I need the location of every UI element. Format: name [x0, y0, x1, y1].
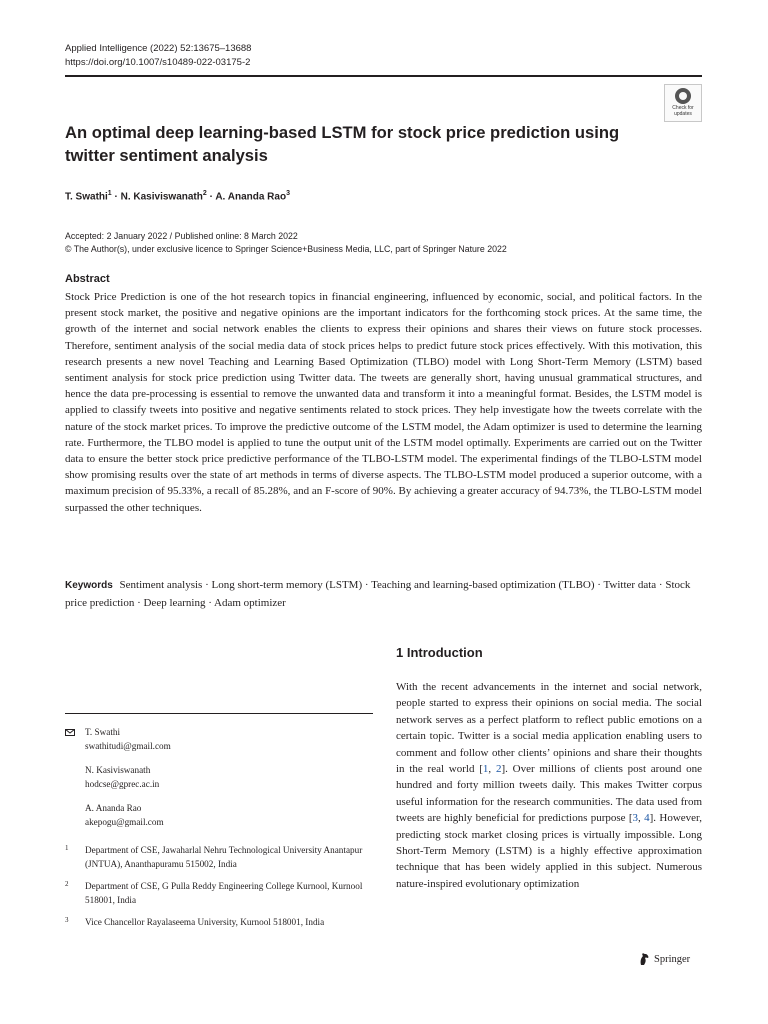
author-list — [65, 190, 290, 202]
keywords-list: Sentiment analysis · Long short-term memory (LSTM) · Teaching and learning-based optimization (TLBO) · Twitter data · Stock price prediction · Deep learning · Adam optimizer — [65, 579, 691, 609]
header-rule — [65, 75, 702, 77]
journal-citation: Applied Intelligence (2022) 52:13675–13688 — [65, 43, 252, 54]
contact-entry — [65, 802, 373, 829]
copyright-text: The Author(s), under exclusive licence to Springer Science+Business Media, LLC, part of Springer Nature 2022 — [73, 244, 507, 254]
contact-entry — [65, 726, 373, 753]
author-contacts — [65, 726, 373, 939]
crossmark-label: Check for updates — [672, 105, 694, 117]
keywords-label: Keywords — [65, 580, 113, 591]
affiliation-text: Vice Chancellor Rayalaseema University, Kurnool 518001, India — [85, 917, 325, 927]
contact-name: N. Kasiviswanath — [85, 765, 151, 775]
date-separator: / — [169, 231, 173, 241]
contact-entry — [65, 764, 373, 791]
section-heading: 1 Introduction — [396, 645, 483, 660]
paper-title: An optimal deep learning-based LSTM for stock price prediction using twitter sentiment analysis — [65, 123, 620, 165]
affiliation-text: Department of CSE, G Pulla Reddy Engineering College Kurnool, Kurnool 518001, India — [85, 881, 363, 905]
introduction-text: With the recent advancements in the internet and social network, people started to express their opinions on social media. The social network serves as a perfect platform to reflect public emotions on a certain topic. Twitter is a social media application enabling users to comment and follow other clients’ opinions and share their thoughts in the real world [1, 2]. Over millions of clients post around one hundred and forty million tweets daily. This makes Twitter corpus useful information for the research communities. The data used from tweets are highly beneficial for predictions purpose [3, 4]. However, predicting stock market closing prices is virtually impossible. Long Short-Term Memory (LSTM) is a highly effective approximation technique that has been widely applied in this subject. Numerous nature-inspired evolutionary optimization — [396, 681, 702, 890]
publisher-logo — [638, 952, 690, 966]
envelope-icon — [65, 729, 75, 736]
abstract-text: Stock Price Prediction is one of the hot research topics in financial engineering, influenced by economic, social, and political factors. In the present stock market, the positive and negative opinions are the important indicators for the forthcoming stock prices. At the same time, the growth of the internet and social network enables the clients to express their opinions and shares their views on future stock processes. Therefore, sentiment analysis of the social media data of stock prices helps to predict future stock prices effectively. With this motivation, this research presents a new novel Teaching and Learning Based Optimization (TLBO) model with Long Short-Term Memory (LSTM) based sentiment analysis for stock price prediction using Twitter data. The tweets are generally short, having unusual grammatical structures, and hence the data pre-processing is essential to remove the unwanted data and transform it into a meaningful format. Besides, the LSTM model is applied to classify tweets into positive and negative sentiments related to stock prices. They help investigate how the tweets correlate with the nature of the stock market prices. To improve the predictive outcome of the LSTM model, the Adam optimizer is used to determine the learning rate. Furthermore, the TLBO model is applied to tune the output unit of the LSTM model optimally. Experiments are carried out on the Twitter data to ensure the better stock price predictive performance of the TLBO-LSTM model. The experimental findings of the TLBO-LSTM model show promising results over the state of art methods in terms of diverse aspects. The TLBO-LSTM model produced a superior outcome, with a maximum precision of 95.33%, a recall of 85.28%, and an F-score of 90%. By achieving a greater accuracy of 94.73%, the TLBO-LSTM model surpassed the other techniques. — [65, 291, 702, 514]
publisher-name: Springer — [654, 953, 691, 965]
affiliation-text: Department of CSE, Jawaharlal Nehru Technological University Anantapur (JNTUA), Ananthapuramu 515002, India — [85, 845, 363, 869]
springer-horse-icon — [638, 952, 650, 966]
crossmark-icon — [675, 88, 691, 104]
keywords — [65, 577, 702, 611]
author-name[interactable]: A. Ananda Rao — [215, 191, 287, 203]
affiliation — [65, 844, 373, 871]
contact-name: A. Ananda Rao — [85, 803, 142, 813]
affiliation — [65, 916, 373, 930]
contact-name: T. Swathi — [85, 727, 121, 737]
journal-header — [65, 42, 251, 70]
author-separator: · — [209, 191, 213, 203]
contact-email[interactable]: swathitudi@gmail.com — [85, 740, 171, 751]
footnote-rule — [65, 713, 373, 714]
accepted-date: Accepted: 2 January 2022 — [65, 231, 168, 241]
doi-link[interactable]: https://doi.org/10.1007/s10489-022-03175-2 — [65, 57, 251, 68]
abstract-heading: Abstract — [65, 273, 110, 285]
author-separator: · — [114, 191, 118, 203]
crossmark-badge[interactable] — [664, 84, 702, 122]
citation-link[interactable]: 3 — [632, 812, 639, 825]
citation-link[interactable]: 4 — [644, 812, 650, 825]
published-date: Published online: 8 March 2022 — [174, 231, 298, 241]
copyright-icon: © — [65, 244, 72, 254]
affiliation — [65, 880, 373, 907]
contact-email[interactable]: hodcse@gprec.ac.in — [85, 778, 160, 789]
author-affiliation-ref: 1 — [107, 190, 112, 197]
affiliation-number: 1 — [65, 844, 69, 852]
citation-link[interactable]: 1 — [482, 763, 489, 776]
affiliation-number: 2 — [65, 880, 69, 888]
author-name[interactable]: T. Swathi — [65, 191, 108, 203]
author-affiliation-ref: 2 — [202, 190, 207, 197]
contact-email[interactable]: akepogu@gmail.com — [85, 816, 164, 827]
author-affiliation-ref: 3 — [286, 190, 290, 197]
publication-dates — [65, 230, 507, 256]
citation-link[interactable]: 2 — [495, 763, 502, 776]
author-name[interactable]: N. Kasiviswanath — [120, 191, 203, 203]
affiliation-number: 3 — [65, 916, 69, 924]
